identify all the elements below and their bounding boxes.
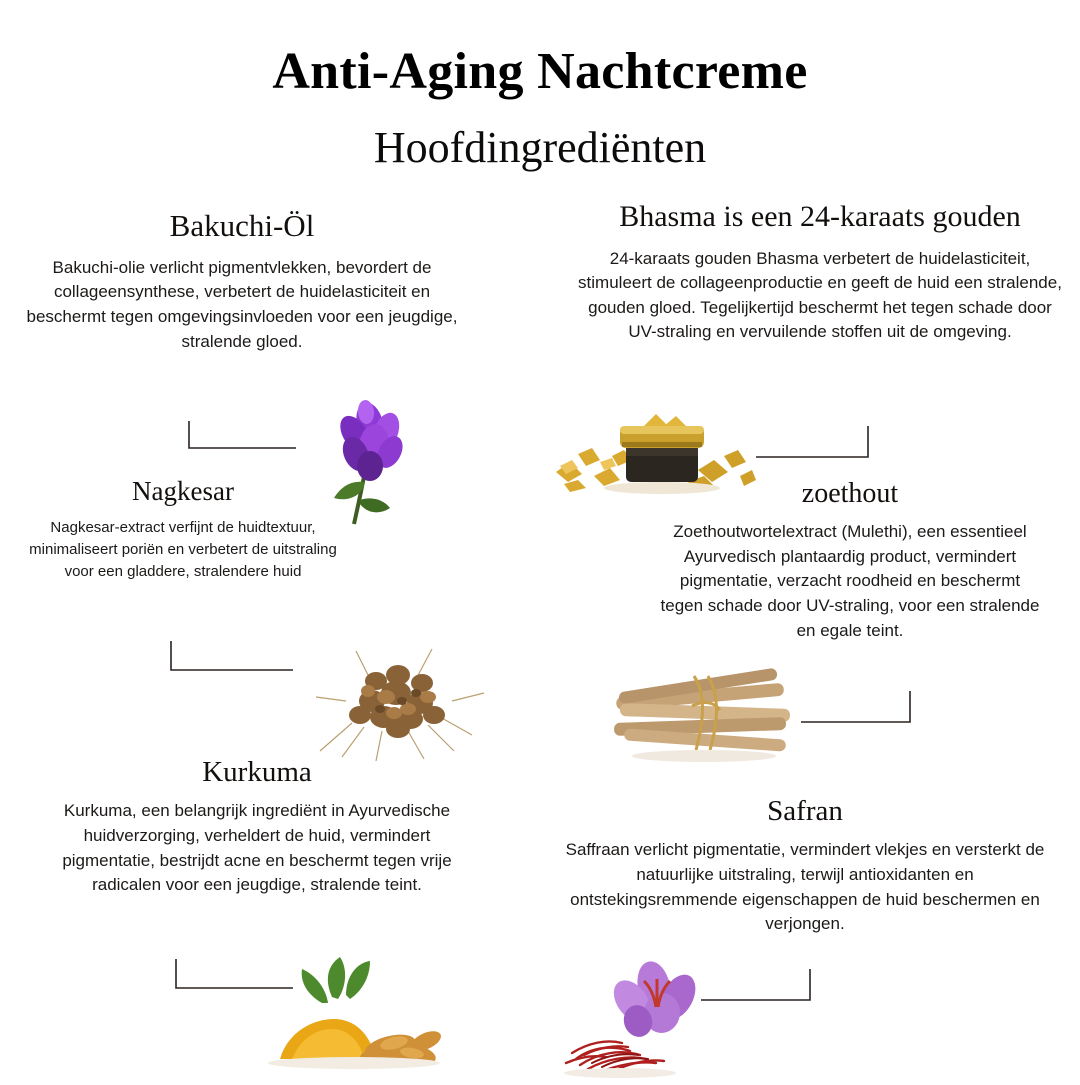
dried-herb-icon [312,605,487,770]
connector-bracket-zoethout [800,690,912,724]
ingredient-block-safran [565,795,1045,937]
ingredient-block-bakuchi [22,208,462,354]
ingredient-name-kurkuma: Kurkuma [202,756,312,788]
ingredient-name-nagkesar: Nagkesar [132,476,234,506]
page-title: Anti-Aging Nachtcreme [272,43,808,100]
ingredient-block-kurkuma [62,756,452,898]
ingredient-name-bhasma: Bhasma is een 24-karaats gouden [619,200,1021,233]
ingredient-description-nagkesar: Nagkesar-extract verfijnt de huidtextuur, minimaliseert poriën en verbetert de uitstraling voor een gladdere, stralendere huid [29,519,337,580]
ingredient-block-nagkesar [18,476,348,582]
licorice-root-icon [608,660,803,775]
connector-bracket-bhasma [755,425,870,459]
ingredient-description-bhasma: 24-karaats gouden Bhasma verbetert de huidelasticiteit, stimuleert de collageenproductie en geeft de huid een stralende, gouden gloed. Tegelijkertijd beschermt het tegen schade door UV-straling en vervuilende stoffen uit de omgeving. [578,248,1062,342]
ingredient-description-kurkuma: Kurkuma, een belangrijk ingrediënt in Ayurvedische huidverzorging, verheldert de huid, vermindert pigmentatie, bestrijdt acne en beschermt tegen vrije radicalen voor een jeugdige, stralende teint. [62,801,452,895]
ingredient-description-zoethout: Zoethoutwortelextract (Mulethi), een essentieel Ayurvedisch plantaardig product, vermindert pigmentatie, verzacht roodheid en beschermt tegen schade door UV-straling, voor een stralende en egale teint. [660,522,1040,640]
page-subtitle: Hoofdingrediënten [373,123,707,172]
connector-bracket-nagkesar [170,640,295,672]
ingredient-block-zoethout [660,478,1040,643]
saffron-icon [558,955,738,1085]
turmeric-icon [262,955,452,1080]
ingredient-description-safran: Saffraan verlicht pigmentatie, vermindert vlekjes en versterkt de natuurlijke uitstraling, terwijl antioxidanten en ontstekingsremmende eigenschappen de huid beschermen en verjongen. [565,840,1045,934]
ingredient-name-safran: Safran [767,795,843,827]
ingredient-name-zoethout: zoethout [801,478,899,509]
connector-bracket-bakuchi [188,420,298,450]
ingredient-name-bakuchi: Bakuchi-Öl [169,208,315,243]
ingredient-description-bakuchi: Bakuchi-olie verlicht pigmentvlekken, bevordert de collageensynthese, verbetert de huidelasticiteit en beschermt tegen omgevingsinvloeden voor een jeugdige, stralende gloed. [26,257,458,351]
ingredient-block-bhasma [575,200,1065,345]
